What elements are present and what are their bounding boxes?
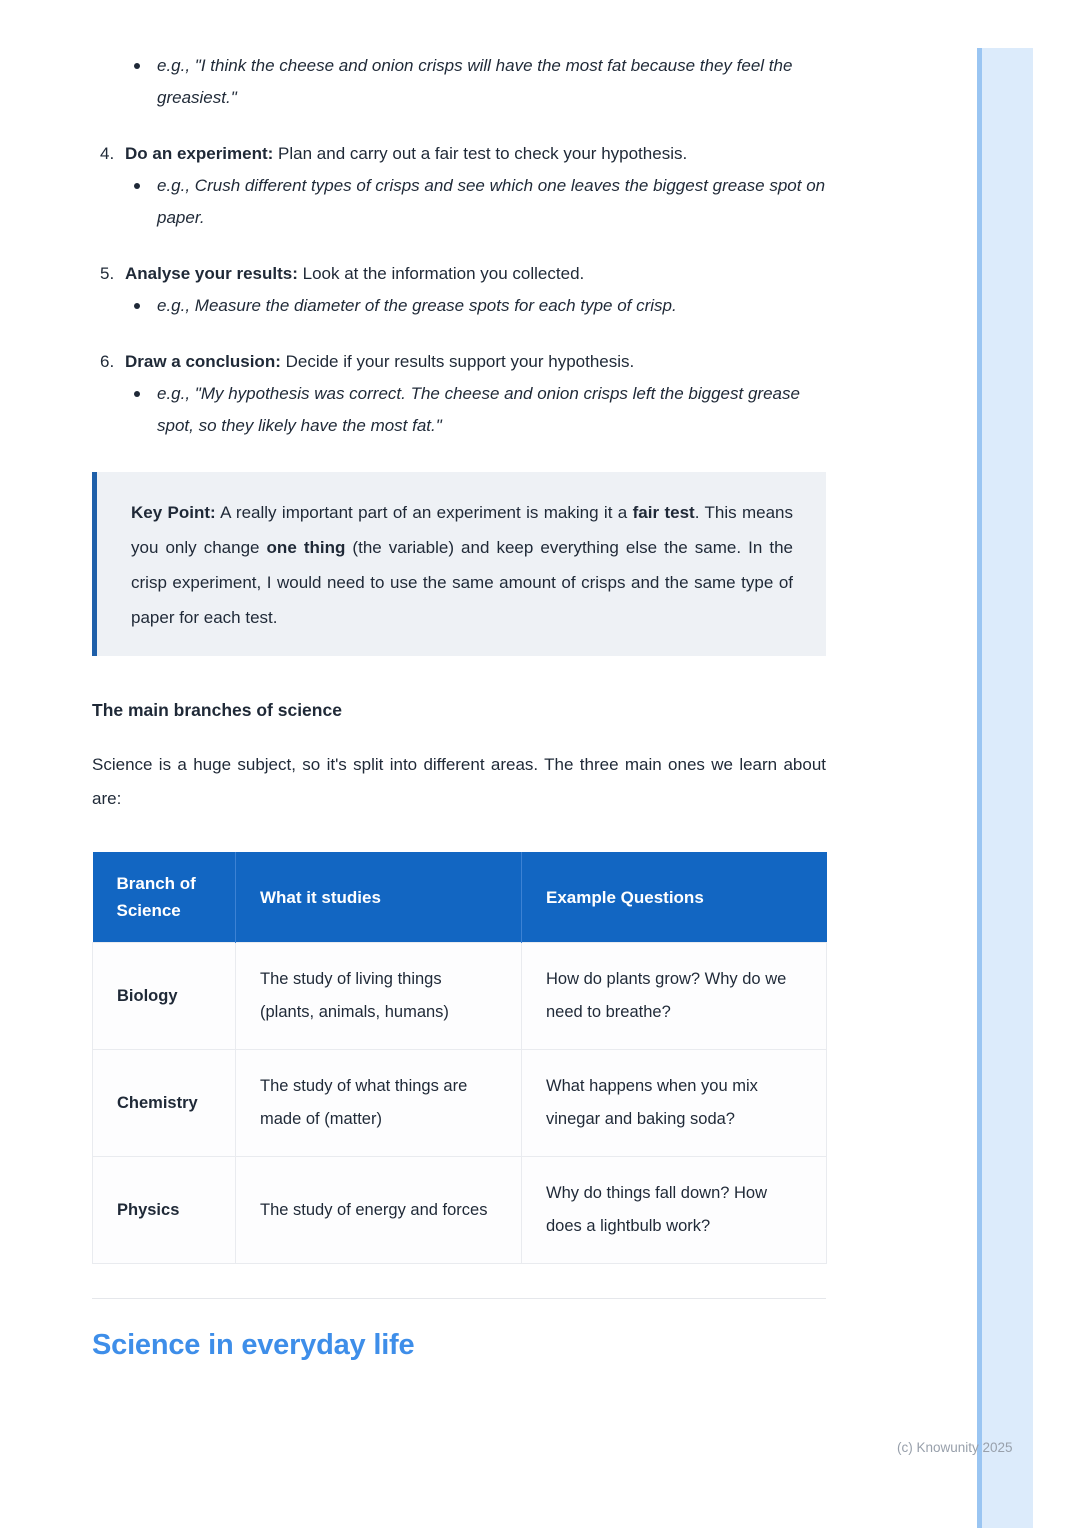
example-bullet-text: e.g., "I think the cheese and onion crisps will have the most fat because they feel the greasiest." [157, 56, 793, 107]
sub-bullet-text: e.g., Measure the diameter of the grease spots for each type of crisp. [157, 296, 677, 315]
item-text: Do an experiment: Plan and carry out a fair test to check your hypothesis. [125, 144, 688, 163]
page-content [92, 50, 826, 1363]
item-number: 5. [100, 264, 115, 283]
item-number: 6. [100, 352, 115, 371]
table-row [93, 943, 827, 1050]
item-number: 4. [100, 144, 115, 163]
table-header-studies: What it studies [236, 852, 522, 943]
numbered-item-6 [92, 346, 826, 442]
table-header-branch: Branch of Science [93, 852, 236, 943]
cell-questions: What happens when you mix vinegar and baking soda? [522, 1050, 827, 1157]
sub-bullet [92, 378, 826, 442]
numbered-item-4 [92, 138, 826, 234]
sub-bullet-text: e.g., Crush different types of crisps and see which one leaves the biggest grease spot on paper. [157, 176, 826, 227]
next-page-edge [977, 48, 1033, 1528]
cell-questions: How do plants grow? Why do we need to breathe? [522, 943, 827, 1050]
key-point-text: Key Point: A really important part of an experiment is making it a fair test. This means you only change one thing (the variable) and keep everything else the same. In the crisp experiment, I would need to use the same amount of crisps and the same type of paper for each test. [131, 503, 794, 627]
cell-studies: The study of energy and forces [236, 1157, 522, 1264]
table-header-row [93, 852, 827, 943]
item-text: Analyse your results: Look at the information you collected. [125, 264, 585, 283]
branches-of-science-table [92, 852, 827, 1264]
cell-questions: Why do things fall down? How does a lightbulb work? [522, 1157, 827, 1264]
table-row [93, 1157, 827, 1264]
key-point-callout [92, 472, 826, 656]
numbered-item-5 [92, 258, 826, 322]
cell-studies: The study of what things are made of (matter) [236, 1050, 522, 1157]
table-row [93, 1050, 827, 1157]
copyright-note: (c) Knowunity 2025 [897, 1440, 1013, 1455]
cell-studies: The study of living things (plants, animals, humans) [236, 943, 522, 1050]
example-bullet [92, 50, 826, 114]
table-header-questions: Example Questions [522, 852, 827, 943]
section-intro-paragraph: Science is a huge subject, so it's split into different areas. The three main ones we learn about are: [92, 755, 826, 808]
sub-bullet-text: e.g., "My hypothesis was correct. The cheese and onion crisps left the biggest grease spot, so they likely have the most fat." [157, 384, 800, 435]
sub-bullet [92, 170, 826, 234]
section-divider [92, 1298, 826, 1299]
sub-bullet [92, 290, 826, 322]
cell-branch: Physics [93, 1157, 236, 1264]
cell-branch: Biology [93, 943, 236, 1050]
item-text: Draw a conclusion: Decide if your results support your hypothesis. [125, 352, 635, 371]
section-heading: The main branches of science [92, 700, 342, 720]
page-title-science-everyday-life: Science in everyday life [92, 1329, 415, 1361]
cell-branch: Chemistry [93, 1050, 236, 1157]
